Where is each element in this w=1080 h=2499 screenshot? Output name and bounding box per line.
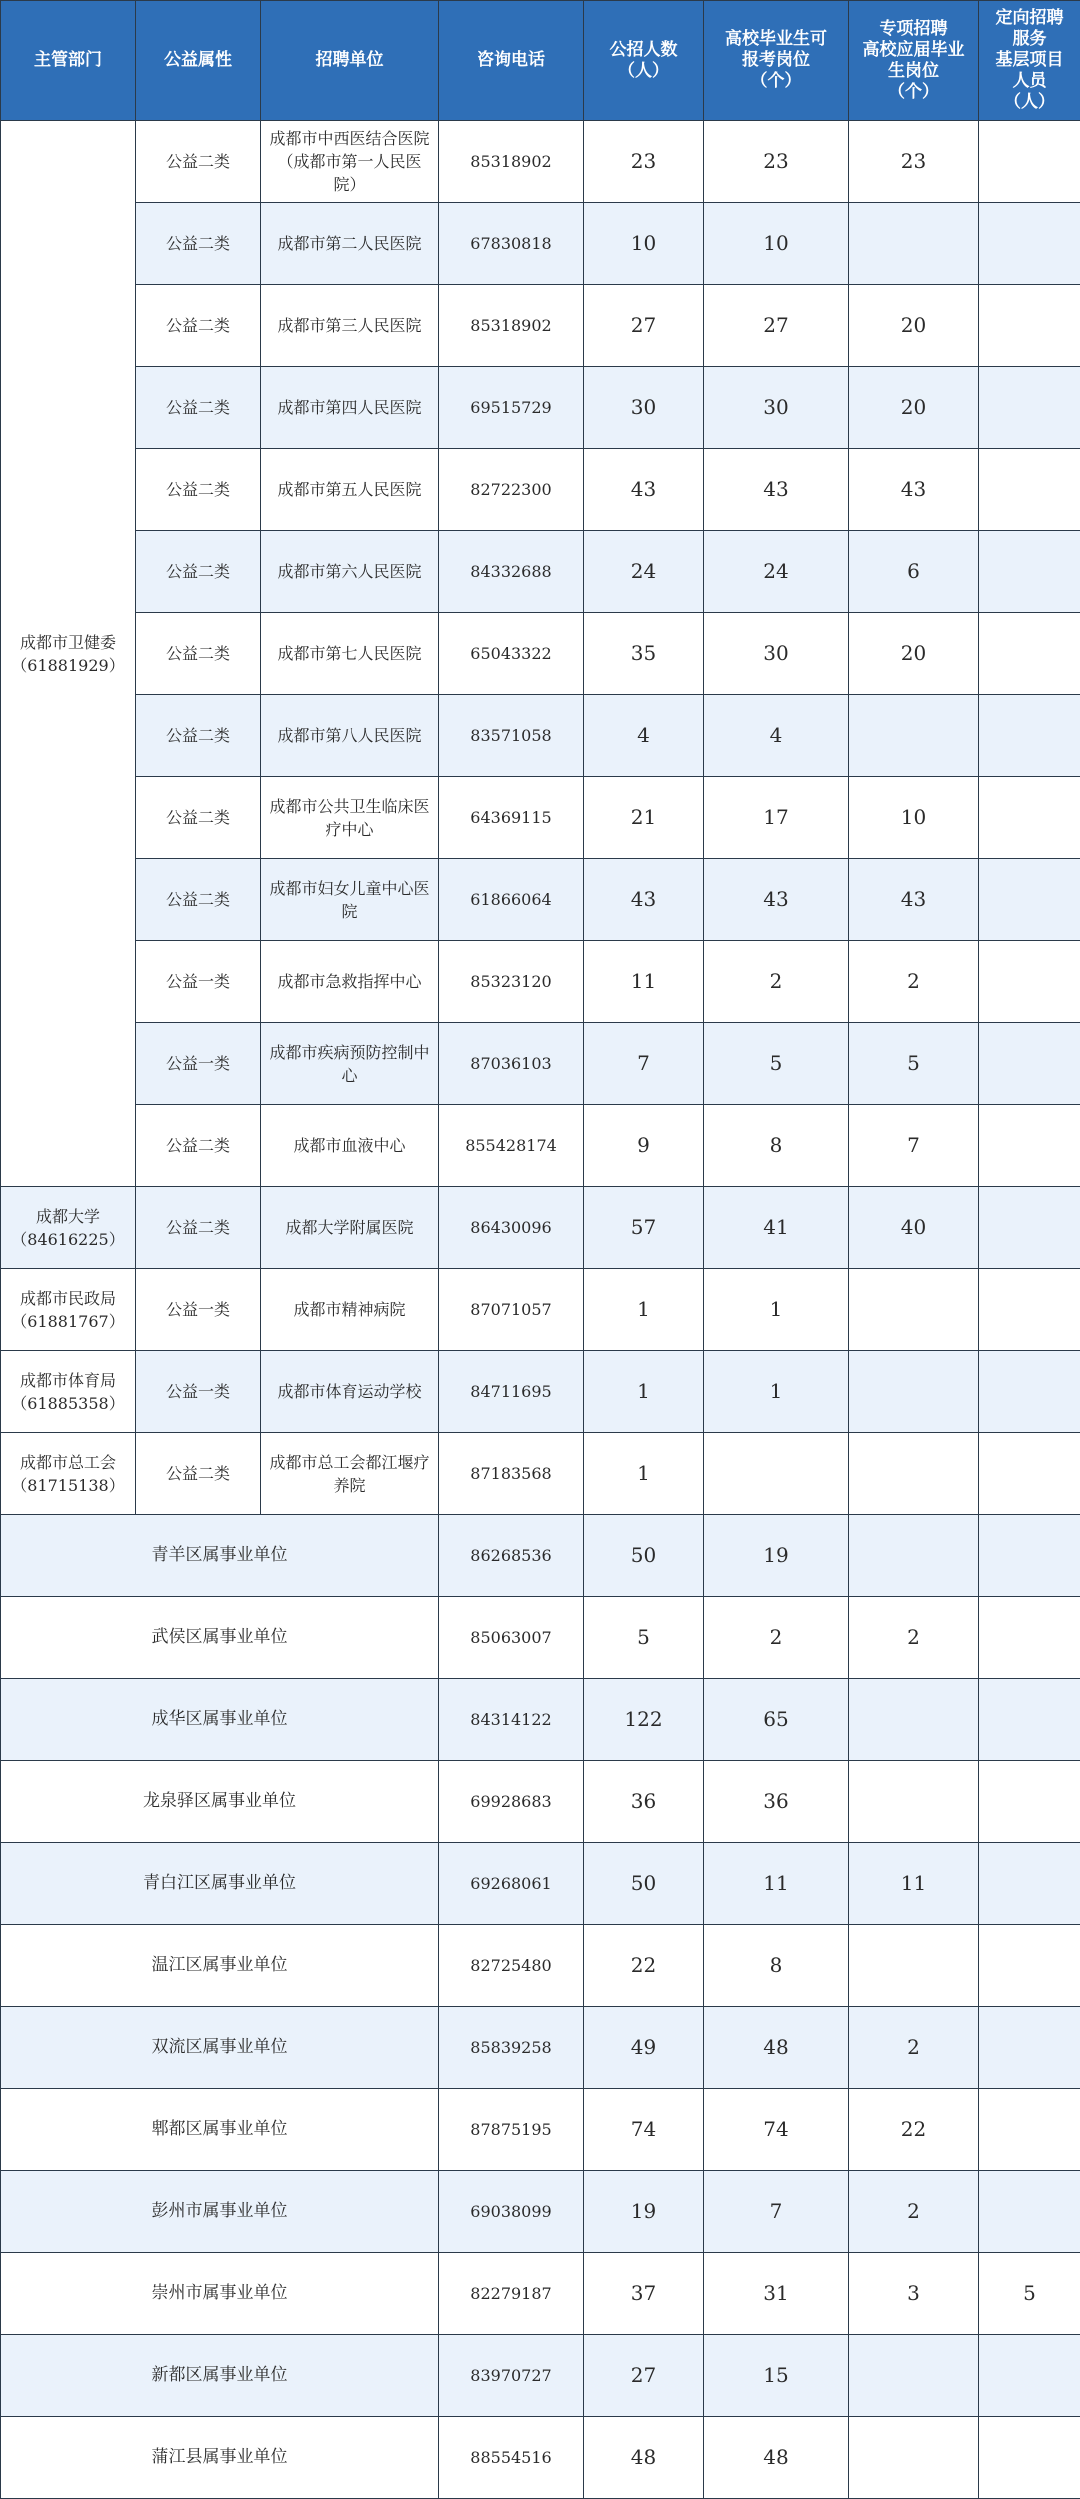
dept-cell: 成都市体育局 （61885358） — [1, 1351, 136, 1433]
directed-cell — [979, 1105, 1080, 1187]
directed-cell — [979, 121, 1080, 203]
phone-cell: 65043322 — [439, 613, 584, 695]
dept-cell: 成都大学 （84616225） — [1, 1187, 136, 1269]
phone-cell: 87071057 — [439, 1269, 584, 1351]
grad-cell: 27 — [704, 285, 849, 367]
total-cell: 19 — [584, 2171, 704, 2253]
total-cell: 1 — [584, 1351, 704, 1433]
phone-cell: 85318902 — [439, 285, 584, 367]
directed-cell — [979, 1843, 1080, 1925]
unit-cell: 成都市总工会都江堰疗养院 — [261, 1433, 439, 1515]
grad-cell: 17 — [704, 777, 849, 859]
directed-cell — [979, 1433, 1080, 1515]
grad-cell: 7 — [704, 2171, 849, 2253]
special-cell: 2 — [849, 1597, 979, 1679]
directed-cell — [979, 531, 1080, 613]
district-row — [1, 1597, 1080, 1679]
phone-cell: 82279187 — [439, 2253, 584, 2335]
phone-cell: 82722300 — [439, 449, 584, 531]
directed-cell — [979, 449, 1080, 531]
attr-cell: 公益一类 — [136, 1351, 261, 1433]
district-unit-cell: 龙泉驿区属事业单位 — [1, 1761, 439, 1843]
table-row — [1, 449, 1080, 531]
special-cell: 10 — [849, 777, 979, 859]
phone-cell: 69928683 — [439, 1761, 584, 1843]
district-unit-cell: 温江区属事业单位 — [1, 1925, 439, 2007]
unit-cell: 成都市中西医结合医院（成都市第一人民医院） — [261, 121, 439, 203]
table-row — [1, 1351, 1080, 1433]
attr-cell: 公益二类 — [136, 367, 261, 449]
attr-cell: 公益二类 — [136, 531, 261, 613]
phone-cell: 69038099 — [439, 2171, 584, 2253]
special-cell: 43 — [849, 449, 979, 531]
grad-cell: 41 — [704, 1187, 849, 1269]
directed-cell — [979, 2335, 1080, 2417]
phone-cell: 855428174 — [439, 1105, 584, 1187]
header-special: 专项招聘 高校应届毕业 生岗位 （个） — [849, 1, 979, 121]
special-cell: 20 — [849, 367, 979, 449]
table-row — [1, 367, 1080, 449]
dept-cell: 成都市卫健委 （61881929） — [1, 121, 136, 1187]
grad-cell: 23 — [704, 121, 849, 203]
district-unit-cell: 青白江区属事业单位 — [1, 1843, 439, 1925]
phone-cell: 87875195 — [439, 2089, 584, 2171]
unit-cell: 成都市第二人民医院 — [261, 203, 439, 285]
directed-cell — [979, 2417, 1080, 2499]
table-row — [1, 1187, 1080, 1269]
phone-cell: 84711695 — [439, 1351, 584, 1433]
district-unit-cell: 崇州市属事业单位 — [1, 2253, 439, 2335]
grad-cell: 43 — [704, 449, 849, 531]
unit-cell: 成都市疾病预防控制中心 — [261, 1023, 439, 1105]
directed-cell — [979, 1597, 1080, 1679]
district-unit-cell: 彭州市属事业单位 — [1, 2171, 439, 2253]
special-cell — [849, 695, 979, 777]
directed-cell — [979, 1925, 1080, 2007]
grad-cell: 74 — [704, 2089, 849, 2171]
directed-cell: 5 — [979, 2253, 1080, 2335]
grad-cell: 10 — [704, 203, 849, 285]
directed-cell — [979, 1515, 1080, 1597]
table-row — [1, 695, 1080, 777]
header-directed: 定向招聘 服务 基层项目 人员 （人） — [979, 1, 1080, 121]
total-cell: 27 — [584, 2335, 704, 2417]
table-row — [1, 1269, 1080, 1351]
phone-cell: 69268061 — [439, 1843, 584, 1925]
header-unit: 招聘单位 — [261, 1, 439, 121]
grad-cell: 5 — [704, 1023, 849, 1105]
unit-cell: 成都市第七人民医院 — [261, 613, 439, 695]
phone-cell: 85063007 — [439, 1597, 584, 1679]
header-row — [1, 1, 1080, 121]
grad-cell: 31 — [704, 2253, 849, 2335]
phone-cell: 87183568 — [439, 1433, 584, 1515]
directed-cell — [979, 1761, 1080, 1843]
district-unit-cell: 双流区属事业单位 — [1, 2007, 439, 2089]
attr-cell: 公益二类 — [136, 613, 261, 695]
grad-cell: 48 — [704, 2417, 849, 2499]
special-cell — [849, 1433, 979, 1515]
directed-cell — [979, 695, 1080, 777]
directed-cell — [979, 367, 1080, 449]
unit-cell: 成都市第三人民医院 — [261, 285, 439, 367]
phone-cell: 64369115 — [439, 777, 584, 859]
attr-cell: 公益二类 — [136, 859, 261, 941]
special-cell — [849, 1679, 979, 1761]
grad-cell: 19 — [704, 1515, 849, 1597]
phone-cell: 88554516 — [439, 2417, 584, 2499]
header-total: 公招人数 （人） — [584, 1, 704, 121]
directed-cell — [979, 1351, 1080, 1433]
total-cell: 1 — [584, 1433, 704, 1515]
special-cell: 11 — [849, 1843, 979, 1925]
special-cell — [849, 1269, 979, 1351]
grad-cell: 2 — [704, 941, 849, 1023]
phone-cell: 82725480 — [439, 1925, 584, 2007]
total-cell: 7 — [584, 1023, 704, 1105]
unit-cell: 成都市血液中心 — [261, 1105, 439, 1187]
grad-cell: 43 — [704, 859, 849, 941]
district-row — [1, 2171, 1080, 2253]
total-cell: 122 — [584, 1679, 704, 1761]
phone-cell: 85318902 — [439, 121, 584, 203]
header-phone: 咨询电话 — [439, 1, 584, 121]
special-cell — [849, 1925, 979, 2007]
phone-cell: 86430096 — [439, 1187, 584, 1269]
district-unit-cell: 武侯区属事业单位 — [1, 1597, 439, 1679]
table-row — [1, 203, 1080, 285]
special-cell — [849, 1761, 979, 1843]
total-cell: 27 — [584, 285, 704, 367]
dept-cell: 成都市总工会 （81715138） — [1, 1433, 136, 1515]
directed-cell — [979, 859, 1080, 941]
district-unit-cell: 青羊区属事业单位 — [1, 1515, 439, 1597]
total-cell: 43 — [584, 449, 704, 531]
grad-cell: 24 — [704, 531, 849, 613]
table-row — [1, 859, 1080, 941]
table-row — [1, 613, 1080, 695]
total-cell: 50 — [584, 1515, 704, 1597]
total-cell: 37 — [584, 2253, 704, 2335]
total-cell: 4 — [584, 695, 704, 777]
grad-cell: 30 — [704, 613, 849, 695]
attr-cell: 公益二类 — [136, 1105, 261, 1187]
directed-cell — [979, 285, 1080, 367]
special-cell: 2 — [849, 941, 979, 1023]
grad-cell: 36 — [704, 1761, 849, 1843]
special-cell — [849, 2417, 979, 2499]
total-cell: 43 — [584, 859, 704, 941]
phone-cell: 84314122 — [439, 1679, 584, 1761]
total-cell: 22 — [584, 1925, 704, 2007]
phone-cell: 87036103 — [439, 1023, 584, 1105]
phone-cell: 85839258 — [439, 2007, 584, 2089]
district-row — [1, 1515, 1080, 1597]
special-cell: 3 — [849, 2253, 979, 2335]
special-cell: 6 — [849, 531, 979, 613]
total-cell: 36 — [584, 1761, 704, 1843]
table-row — [1, 1105, 1080, 1187]
total-cell: 57 — [584, 1187, 704, 1269]
attr-cell: 公益二类 — [136, 777, 261, 859]
directed-cell — [979, 941, 1080, 1023]
directed-cell — [979, 2007, 1080, 2089]
district-row — [1, 1843, 1080, 1925]
grad-cell: 4 — [704, 695, 849, 777]
special-cell: 7 — [849, 1105, 979, 1187]
district-unit-cell: 蒲江县属事业单位 — [1, 2417, 439, 2499]
attr-cell: 公益二类 — [136, 695, 261, 777]
unit-cell: 成都市妇女儿童中心医院 — [261, 859, 439, 941]
directed-cell — [979, 777, 1080, 859]
district-row — [1, 2253, 1080, 2335]
directed-cell — [979, 2089, 1080, 2171]
phone-cell: 67830818 — [439, 203, 584, 285]
special-cell — [849, 2335, 979, 2417]
total-cell: 10 — [584, 203, 704, 285]
district-unit-cell: 郫都区属事业单位 — [1, 2089, 439, 2171]
grad-cell: 15 — [704, 2335, 849, 2417]
special-cell: 22 — [849, 2089, 979, 2171]
district-unit-cell: 新都区属事业单位 — [1, 2335, 439, 2417]
special-cell: 2 — [849, 2007, 979, 2089]
district-unit-cell: 成华区属事业单位 — [1, 1679, 439, 1761]
directed-cell — [979, 613, 1080, 695]
district-row — [1, 2007, 1080, 2089]
total-cell: 11 — [584, 941, 704, 1023]
directed-cell — [979, 1187, 1080, 1269]
total-cell: 48 — [584, 2417, 704, 2499]
phone-cell: 83571058 — [439, 695, 584, 777]
district-row — [1, 1925, 1080, 2007]
district-row — [1, 2089, 1080, 2171]
grad-cell — [704, 1433, 849, 1515]
unit-cell: 成都市体育运动学校 — [261, 1351, 439, 1433]
special-cell: 40 — [849, 1187, 979, 1269]
grad-cell: 2 — [704, 1597, 849, 1679]
special-cell: 20 — [849, 613, 979, 695]
special-cell — [849, 1515, 979, 1597]
total-cell: 23 — [584, 121, 704, 203]
unit-cell: 成都市公共卫生临床医疗中心 — [261, 777, 439, 859]
special-cell: 5 — [849, 1023, 979, 1105]
attr-cell: 公益二类 — [136, 449, 261, 531]
district-row — [1, 1679, 1080, 1761]
table-row — [1, 777, 1080, 859]
special-cell: 23 — [849, 121, 979, 203]
attr-cell: 公益二类 — [136, 1187, 261, 1269]
directed-cell — [979, 1023, 1080, 1105]
grad-cell: 48 — [704, 2007, 849, 2089]
unit-cell: 成都市第四人民医院 — [261, 367, 439, 449]
header-grad: 高校毕业生可 报考岗位 （个） — [704, 1, 849, 121]
unit-cell: 成都市第八人民医院 — [261, 695, 439, 777]
special-cell — [849, 203, 979, 285]
total-cell: 1 — [584, 1269, 704, 1351]
phone-cell: 86268536 — [439, 1515, 584, 1597]
attr-cell: 公益二类 — [136, 203, 261, 285]
table-row — [1, 1433, 1080, 1515]
directed-cell — [979, 1269, 1080, 1351]
grad-cell: 30 — [704, 367, 849, 449]
phone-cell: 85323120 — [439, 941, 584, 1023]
total-cell: 49 — [584, 2007, 704, 2089]
district-row — [1, 2417, 1080, 2499]
header-dept: 主管部门 — [1, 1, 136, 121]
grad-cell: 11 — [704, 1843, 849, 1925]
table-row — [1, 941, 1080, 1023]
table-row — [1, 285, 1080, 367]
phone-cell: 61866064 — [439, 859, 584, 941]
attr-cell: 公益一类 — [136, 941, 261, 1023]
total-cell: 50 — [584, 1843, 704, 1925]
table-row — [1, 531, 1080, 613]
district-row — [1, 1761, 1080, 1843]
special-cell: 2 — [849, 2171, 979, 2253]
grad-cell: 1 — [704, 1351, 849, 1433]
directed-cell — [979, 2171, 1080, 2253]
unit-cell: 成都市第六人民医院 — [261, 531, 439, 613]
header-attr: 公益属性 — [136, 1, 261, 121]
directed-cell — [979, 203, 1080, 285]
total-cell: 35 — [584, 613, 704, 695]
special-cell: 43 — [849, 859, 979, 941]
table-row — [1, 1023, 1080, 1105]
total-cell: 24 — [584, 531, 704, 613]
special-cell: 20 — [849, 285, 979, 367]
total-cell: 21 — [584, 777, 704, 859]
total-cell: 5 — [584, 1597, 704, 1679]
total-cell: 74 — [584, 2089, 704, 2171]
unit-cell: 成都大学附属医院 — [261, 1187, 439, 1269]
grad-cell: 8 — [704, 1105, 849, 1187]
unit-cell: 成都市精神病院 — [261, 1269, 439, 1351]
attr-cell: 公益二类 — [136, 1433, 261, 1515]
table-row — [1, 121, 1080, 203]
grad-cell: 1 — [704, 1269, 849, 1351]
dept-cell: 成都市民政局 （61881767） — [1, 1269, 136, 1351]
attr-cell: 公益二类 — [136, 285, 261, 367]
special-cell — [849, 1351, 979, 1433]
attr-cell: 公益一类 — [136, 1023, 261, 1105]
grad-cell: 65 — [704, 1679, 849, 1761]
phone-cell: 84332688 — [439, 531, 584, 613]
total-cell: 9 — [584, 1105, 704, 1187]
attr-cell: 公益二类 — [136, 121, 261, 203]
unit-cell: 成都市急救指挥中心 — [261, 941, 439, 1023]
directed-cell — [979, 1679, 1080, 1761]
grad-cell: 8 — [704, 1925, 849, 2007]
attr-cell: 公益一类 — [136, 1269, 261, 1351]
total-cell: 30 — [584, 367, 704, 449]
unit-cell: 成都市第五人民医院 — [261, 449, 439, 531]
phone-cell: 69515729 — [439, 367, 584, 449]
district-row — [1, 2335, 1080, 2417]
phone-cell: 83970727 — [439, 2335, 584, 2417]
